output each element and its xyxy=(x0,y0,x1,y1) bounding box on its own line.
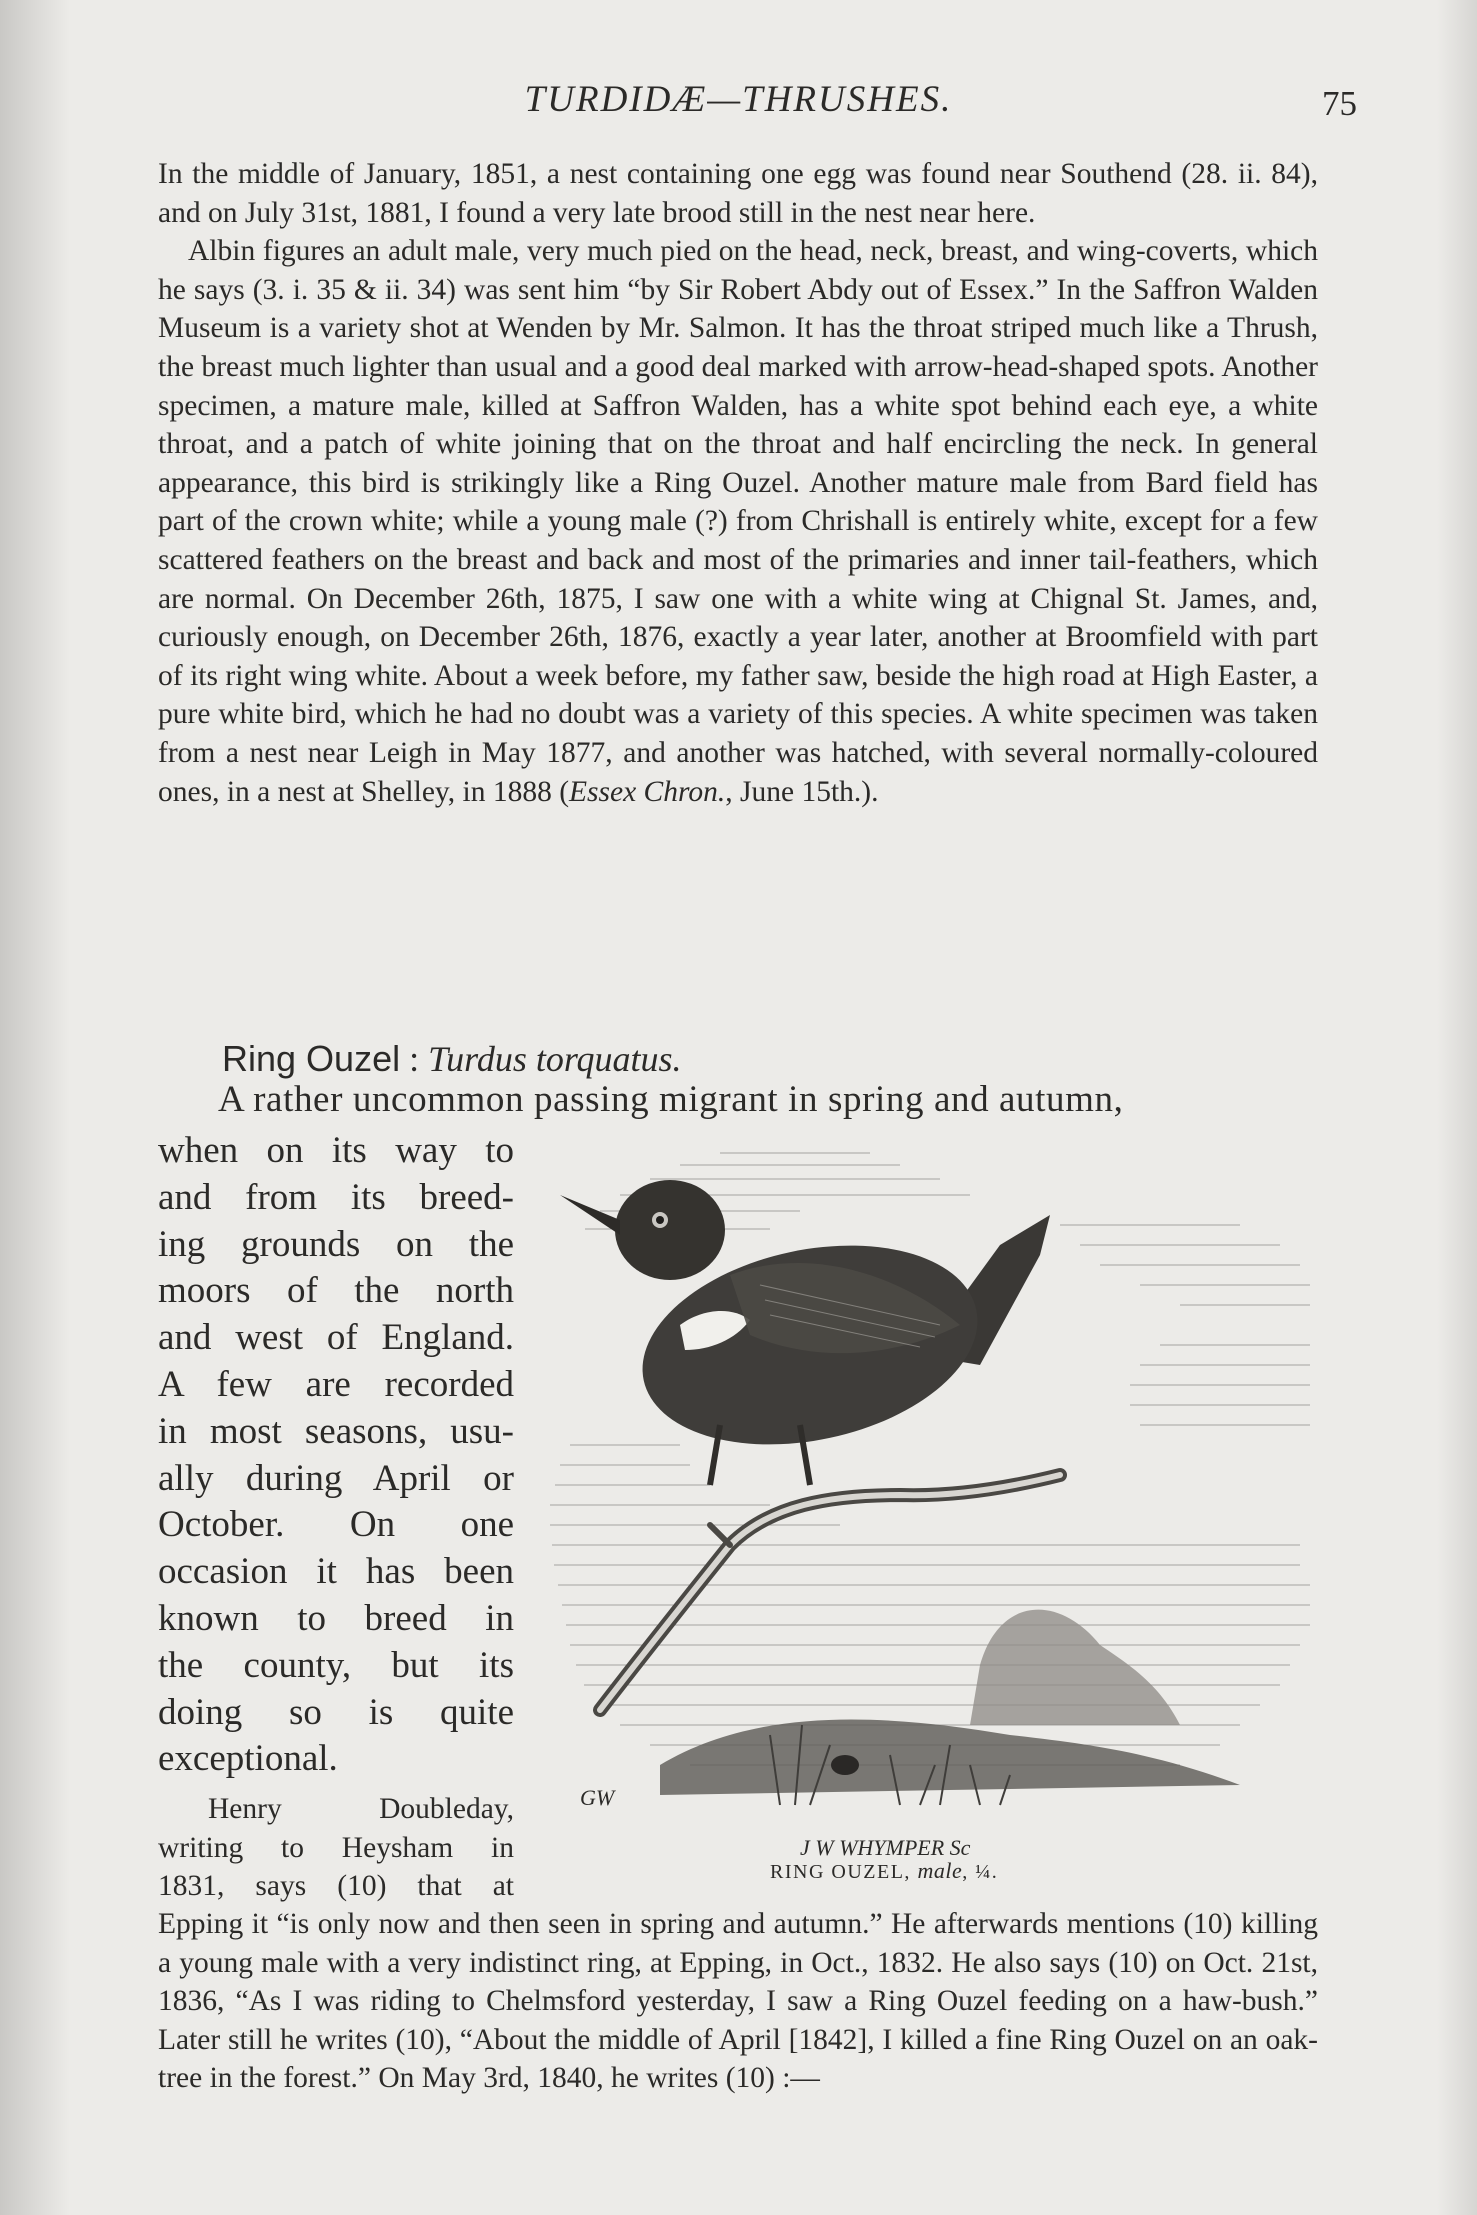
citation-source: Essex Chron. xyxy=(569,775,726,808)
page-number: 75 xyxy=(1322,84,1357,123)
figure-caption xyxy=(770,1858,998,1884)
narrow-line: known to breed in xyxy=(158,1597,514,1639)
engraver-signature: J W WHYMPER Sc xyxy=(800,1835,971,1860)
narrow-line: exceptional. xyxy=(158,1738,338,1780)
citation-date: , June 15th.). xyxy=(725,775,879,808)
page-edge-shadow xyxy=(0,0,70,2215)
narrow-line: moors of the north xyxy=(158,1270,514,1312)
page-edge-shadow-right xyxy=(1437,0,1477,2215)
narrow-line: October. On one xyxy=(158,1504,514,1546)
narrow-line: doing so is quite xyxy=(158,1691,514,1733)
species-common-name: Ring Ouzel xyxy=(222,1038,401,1079)
species-heading xyxy=(222,1038,682,1080)
caption-italic: male xyxy=(917,1858,963,1883)
narrow2-line: 1831, says (10) that at xyxy=(158,1870,514,1903)
narrow-line: in most seasons, usu- xyxy=(158,1410,514,1452)
narrow-line: and from its breed- xyxy=(158,1176,514,1218)
engraver-monogram: GW xyxy=(580,1785,615,1810)
running-head: TURDIDÆ—THRUSHES. xyxy=(524,79,953,120)
narrow-line: when on its way to xyxy=(158,1130,514,1171)
engraving-small-bird xyxy=(831,1755,859,1775)
engraving-rock xyxy=(970,1610,1180,1725)
tail-paragraph: Epping it “is only now and then seen in spring and autumn.” He afterwards mentions (10) killing a young male with a very indistinct ring, at Epping, in Oct., 1832. He also says (10) on Oct. 21st, 1836, “As I was riding to Chelmsford yesterday, I saw a Ring Ouzel feeding on a haw-bush.” Later still he writes (10), “About the middle of April [1842], I killed a fine Ring Ouzel on an oak-tree in the forest.” On May 3rd, 1840, he writes (10) :— xyxy=(158,1908,1318,2095)
narrow-line: occasion it has been xyxy=(158,1551,514,1593)
species-description-narrow xyxy=(158,1128,514,1783)
doubleday-continuation xyxy=(158,1905,1318,2098)
paragraph-varieties-text: Albin figures an adult male, very much pied on the head, neck, breast, and wing-coverts, which he says (3. i. 35 & ii. 34) was sent him “by Sir Robert Abdy out of Essex.” In the Saffron Walden Museum is a variety shot at Wenden by Mr. Salmon. It has the throat striped much like a Thrush, the breast much lighter than usual and a good deal marked with arrow-head-shaped spots. Another specimen, a mature male, killed at Saffron Walden, has a white spot behind each eye, a white throat, and a patch of white joining that on the throat and half encircling the neck. In general appearance, this bird is strikingly like a Ring Ouzel. Another mature male from Bard field has part of the crown white; while a young male (?) from Chrishall is entirely white, except for a few scattered feathers on the breast and back and most of the primaries and inner tail-feathers, which are normal. On December 26th, 1875, I saw one with a white wing at Chignal St. James, and, curiously enough, on December 26th, 1876, exactly a year later, another at Broomfield with part of its right wing white. About a week before, my father saw, beside the high road at High Easter, a pure white bird, which he had no doubt was a variety of this species. A white specimen was taken from a nest near Leigh in May 1877, and another was hatched, with several normally-coloured ones, in a nest at Shelley, in 1888 ( xyxy=(158,235,1318,808)
doubleday-intro-narrow xyxy=(158,1790,514,1906)
species-latin-name: Turdus torquatus. xyxy=(428,1039,682,1079)
heading-separator: : xyxy=(400,1039,429,1079)
species-lead-line: A rather uncommon passing migrant in spring and autumn, xyxy=(218,1079,1124,1120)
paragraph-varieties xyxy=(158,232,1318,811)
narrow-line: the county, but its xyxy=(158,1644,514,1686)
narrow-line: and west of England. xyxy=(158,1317,514,1359)
caption-text: RING OUZEL, xyxy=(770,1861,918,1883)
narrow-line: A few are recorded xyxy=(158,1363,514,1405)
engraving-bird-head xyxy=(615,1180,725,1280)
narrow2-line: Henry Doubleday, xyxy=(208,1793,514,1825)
engraving-ground xyxy=(660,1720,1240,1795)
ring-ouzel-engraving xyxy=(540,1125,1320,1865)
top-text-block xyxy=(158,155,1318,811)
paragraph-nest-record: In the middle of January, 1851, a nest containing one egg was found near Southend (28. ii. 84), and on July 31st, 1881, I found a very late brood still in the nest near here. xyxy=(158,158,1318,229)
caption-scale: , ¼. xyxy=(962,1861,999,1883)
narrow-line: ally during April or xyxy=(158,1457,514,1499)
narrow-line: ing grounds on the xyxy=(158,1223,514,1265)
narrow2-line: writing to Heysham in xyxy=(158,1831,514,1864)
